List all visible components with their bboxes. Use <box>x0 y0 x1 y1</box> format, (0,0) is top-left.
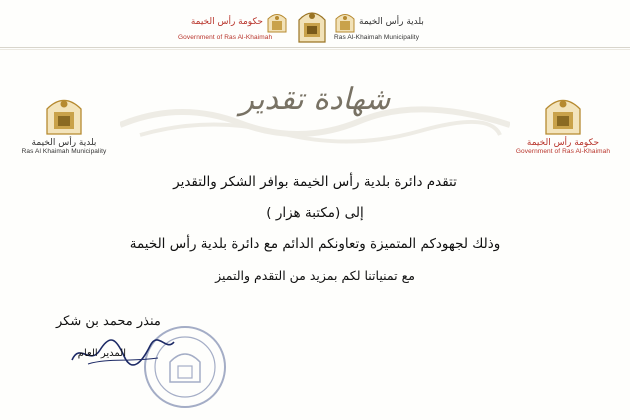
certificate-title: شهادة تقدير <box>239 82 391 117</box>
side-government-en: Government of Ras Al-Khaimah <box>515 148 611 155</box>
header-municipality-en: Ras Al-Khaimah Municipality <box>334 34 420 41</box>
side-municipality-logo <box>14 92 114 155</box>
header-strip <box>0 0 630 48</box>
signatory-name: منذر محمد بن شكر <box>56 314 161 329</box>
header-municipality-ar: بلدية رأس الخيمة <box>359 17 424 27</box>
header-municipality-logo <box>334 10 454 41</box>
certificate-line: وذلك لجهودكم المتميزة وتعاونكم الدائم مع دائرة بلدية رأس الخيمة <box>129 236 501 252</box>
signatory-title: المدير العام <box>77 348 126 359</box>
side-municipality-en: Ras Al Khaimah Municipality <box>21 148 107 155</box>
header-divider <box>0 47 630 48</box>
certificate-line: إلى (مكتبة هزار ) <box>266 205 364 221</box>
side-government-logo <box>508 92 618 155</box>
emblem-icon <box>334 10 356 34</box>
side-municipality-ar: بلدية رأس الخيمة <box>31 138 97 148</box>
center-emblem-icon <box>296 6 328 44</box>
emblem-icon <box>266 10 288 34</box>
certificate-line: مع تمنياتنا لكم بمزيد من التقدم والتميز <box>215 268 415 283</box>
header-government-en: Government of Ras Al-Khaimah <box>178 34 273 41</box>
header-divider-secondary <box>0 49 630 50</box>
side-government-ar: حكومة رأس الخيمة <box>526 138 600 148</box>
emblem-icon <box>543 92 583 136</box>
header-government-ar: حكومة رأس الخيمة <box>190 17 263 27</box>
emblem-icon <box>44 92 84 136</box>
header-government-logo <box>178 10 288 41</box>
certificate-line: تتقدم دائرة بلدية رأس الخيمة بوافر الشكر والتقدير <box>173 174 457 190</box>
